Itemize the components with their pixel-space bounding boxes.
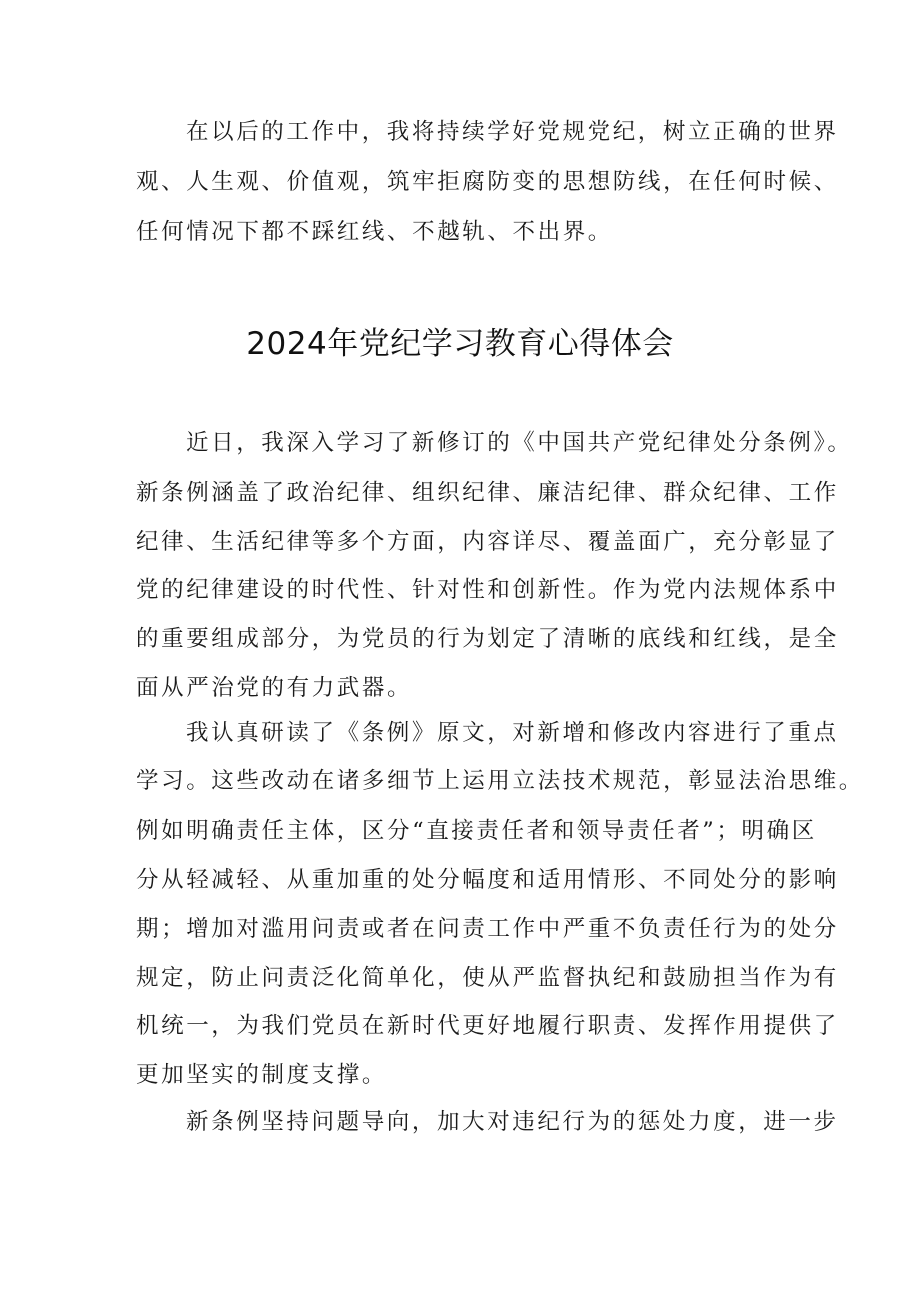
paragraph-1-line-5: 的重要组成部分，为党员的行为划定了清晰的底线和红线，是全	[136, 626, 839, 652]
intro-line-2: 观、人生观、价值观，筑牢拒腐防变的思想防线，在任何时候、	[136, 169, 839, 195]
paragraph-2-line-8: 更加坚实的制度支撑。	[136, 1062, 388, 1088]
paragraph-1-line-4: 党的纪律建设的时代性、针对性和创新性。作为党内法规体系中	[136, 577, 839, 603]
paragraph-2-line-4: 分从轻减轻、从重加重的处分幅度和适用情形、不同处分的影响	[136, 867, 839, 893]
paragraph-2-line-1: 我认真研读了《条例》原文，对新增和修改内容进行了重点	[186, 720, 839, 746]
paragraph-3-line-1: 新条例坚持问题导向，加大对违纪行为的惩处力度，进一步	[186, 1109, 839, 1135]
paragraph-1-line-1: 近日，我深入学习了新修订的《中国共产党纪律处分条例》。	[186, 430, 853, 456]
paragraph-2-line-7: 机统一，为我们党员在新时代更好地履行职责、发挥作用提供了	[136, 1013, 839, 1039]
intro-line-1: 在以后的工作中，我将持续学好党规党纪，树立正确的世界	[186, 119, 839, 145]
paragraph-2-line-5: 期；增加对滥用问责或者在问责工作中严重不负责任行为的处分	[136, 916, 839, 942]
intro-line-3: 任何情况下都不踩红线、不越轨、不出界。	[136, 219, 613, 245]
paragraph-1-line-3: 纪律、生活纪律等多个方面，内容详尽、覆盖面广，充分彰显了	[136, 529, 839, 555]
paragraph-1-line-6: 面从严治党的有力武器。	[136, 675, 413, 701]
paragraph-1-line-2: 新条例涵盖了政治纪律、组织纪律、廉洁纪律、群众纪律、工作	[136, 480, 839, 506]
document-title: 2024年党纪学习教育心得体会	[246, 326, 674, 362]
paragraph-2-line-2: 学习。这些改动在诸多细节上运用立法技术规范，彰显法治思维。	[136, 768, 864, 794]
paragraph-2-line-6: 规定，防止问责泛化简单化，使从严监督执纪和鼓励担当作为有	[136, 965, 839, 991]
paragraph-2-line-3: 例如明确责任主体，区分“直接责任者和领导责任者”；明确区	[136, 818, 817, 844]
